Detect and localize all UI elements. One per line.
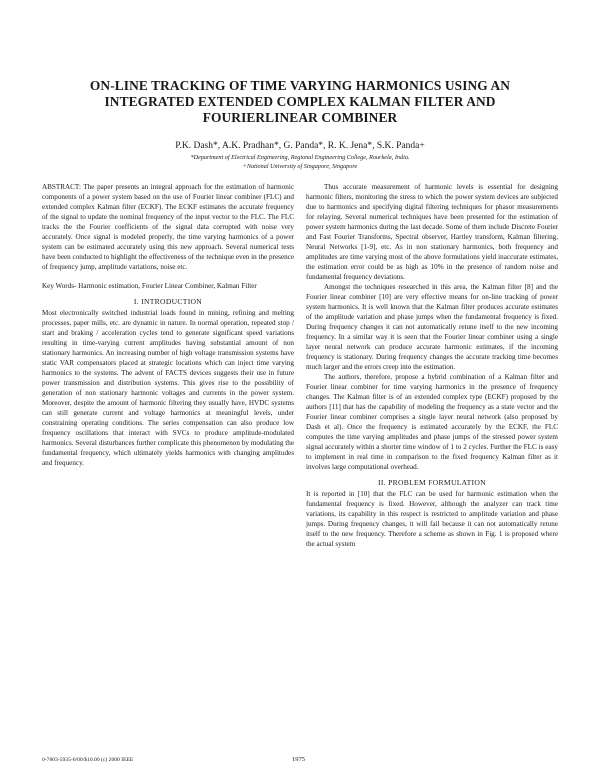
copyright-footer: 0-7803-5935-6/00/$10.00 (c) 2000 IEEE xyxy=(42,757,134,763)
affiliation-2: +National University of Singapore, Singapore xyxy=(242,162,358,170)
paper-title xyxy=(60,78,540,126)
left-column xyxy=(42,182,294,468)
introduction-heading: I. INTRODUCTION xyxy=(133,297,203,306)
title-line-2: INTEGRATED EXTENDED COMPLEX KALMAN FILTER AND xyxy=(104,94,496,109)
abstract: ABSTRACT: The paper presents an integral approach for the estimation of harmonic components of a power system based on the use of Fourier linear combiner (FLC) and extended complex Kalman filter (ECKF). The ECKF estimates the accurate frequency of the signal to update the nominal frequency of the input vector to the FLC. The FLC tracks the the Fourier coefficients of the signal data corrupted with noise very accurately. Once signal is modeled properly, the time varying harmonics of a power system can be estimated accurately using this new approach. Several numerical tests have been conducted to highlight the effectiveness of the technique even in the presence of frequency jump, amplitude variations, noise etc. xyxy=(42,183,294,271)
page-number: 1975 xyxy=(292,756,305,763)
body-paragraph-3: The authors, therefore, propose a hybrid combination of a Kalman filter and Fourier linear combiner for time varying harmonics in the presence of frequency changes. The Kalman filter is of an extended complex type (ECKF) proposed by the authors [11] that has the capability of modeling the frequency as a state vector and the Fourier linear combiner comprises a single layer neural network (also proposed by Dash et al). Once the frequency is estimated accurately by the ECKF, the FLC computes the time varying amplitudes and phase jumps of the stressed power system signal accurately within a shorter time window of 1 to 2 cycles. Further the FLC is easy to implement in real time in comparison to the fixed frequency Kalman filter as it involves large computational overhead. xyxy=(306,373,558,471)
author-list: P.K. Dash*, A.K. Pradhan*, G. Panda*, R. K. Jena*, S.K. Panda+ xyxy=(175,141,425,151)
title-line-3: FOURIERLINEAR COMBINER xyxy=(202,110,398,125)
affiliations xyxy=(60,154,540,171)
introduction-paragraph-1: Most electronically switched industrial loads found in mining, refining and melting processes, paper mills, etc. are dynamic in nature. In normal operation, repeated stop / start and braking / acceleration cycles tend to generate significant speed variations resulting in time-varying current amplitudes having substantial amount of non stationary harmonics. An increasing number of high voltage transmission systems have static VAR compensators placed at strategic locations which can inject time varying harmonics to the systems. The advent of FACTS devices suggests their use in future power transmission and distribution systems. This gives rise to the possibility of generation of non stationary harmonic voltages and currents in the power system. Moreover, despite the amount of harmonic filtering they usually have, HVDC systems can still generate current and voltage harmonics at meaningful levels, under constraining operating conditions. The series compensation can also produce low frequency oscillations that interact with SVCs to produce amplitude-modulated harmonics. Several disturbances further complicate this phenomenon by modulating the fundamental frequency, which ultimately yields harmonics with changing amplitudes and frequency. xyxy=(42,309,294,467)
title-line-1: ON-LINE TRACKING OF TIME VARYING HARMONICS USING AN xyxy=(89,78,511,93)
body-paragraph-2: Amongst the techniques researched in this area, the Kalman filter [8] and the Fourier linear combiner [10] are very effective means for on-line tracking of power system harmonics. It is well known that the Kalman filter produces accurate estimates of the amplitude variation and phase jumps when the fundamental frequency is fixed. During frequency changes it can not automatically retune itself to the new incoming frequency. In a similar way it is seen that the Fourier linear combiner using a single layer neural network can produce accurate harmonic estimates, if the incoming frequency is stationary. During frequency changes the accurate tracking time becomes much larger and the errors creep into the estimation. xyxy=(306,283,558,371)
body-paragraph-4: It is reported in [10] that the FLC can be used for harmonic estimation when the fundamental frequency is fixed. However, although the analyzer can track time variations, its capability in this respect is restricted to amplitude variation and phase jumps. During frequency changes, it will fail because it can not automatically retune itself to the new frequency. Therefore a scheme as shown in Fig. 1 is proposed where the actual system xyxy=(306,490,558,548)
affiliation-1: *Department of Electrical Engineering, Regional Engineering College, Rourkela, India. xyxy=(190,154,410,161)
right-column xyxy=(306,182,558,549)
problem-formulation-heading: II. PROBLEM FORMULATION xyxy=(378,478,486,487)
body-paragraph-1: Thus accurate measurement of harmonic levels is essential for designing harmonic filters, monitoring the stress to which the power system devices are subjected due to harmonics and specifying digital filtering techniques for phasor measurements for relaying. Several numerical techniques have been presented for the estimation of power system harmonics during the last decade. Some of them include Discrete Fourier and Fast Fourier Transforms, Spectral observer, Hartley transform, Kalman filtering, Neural Networks [1-9], etc. As in non stationary harmonics, both frequency and amplitudes are time varying most of the above formulations yield inaccurate estimates, the estimation error could be as high as 10% in the presence of random noise and fundamental frequency deviations. xyxy=(306,183,558,281)
keywords: Key Words- Harmonic estimation, Fourier Linear Combiner, Kalman Filter xyxy=(42,282,257,290)
